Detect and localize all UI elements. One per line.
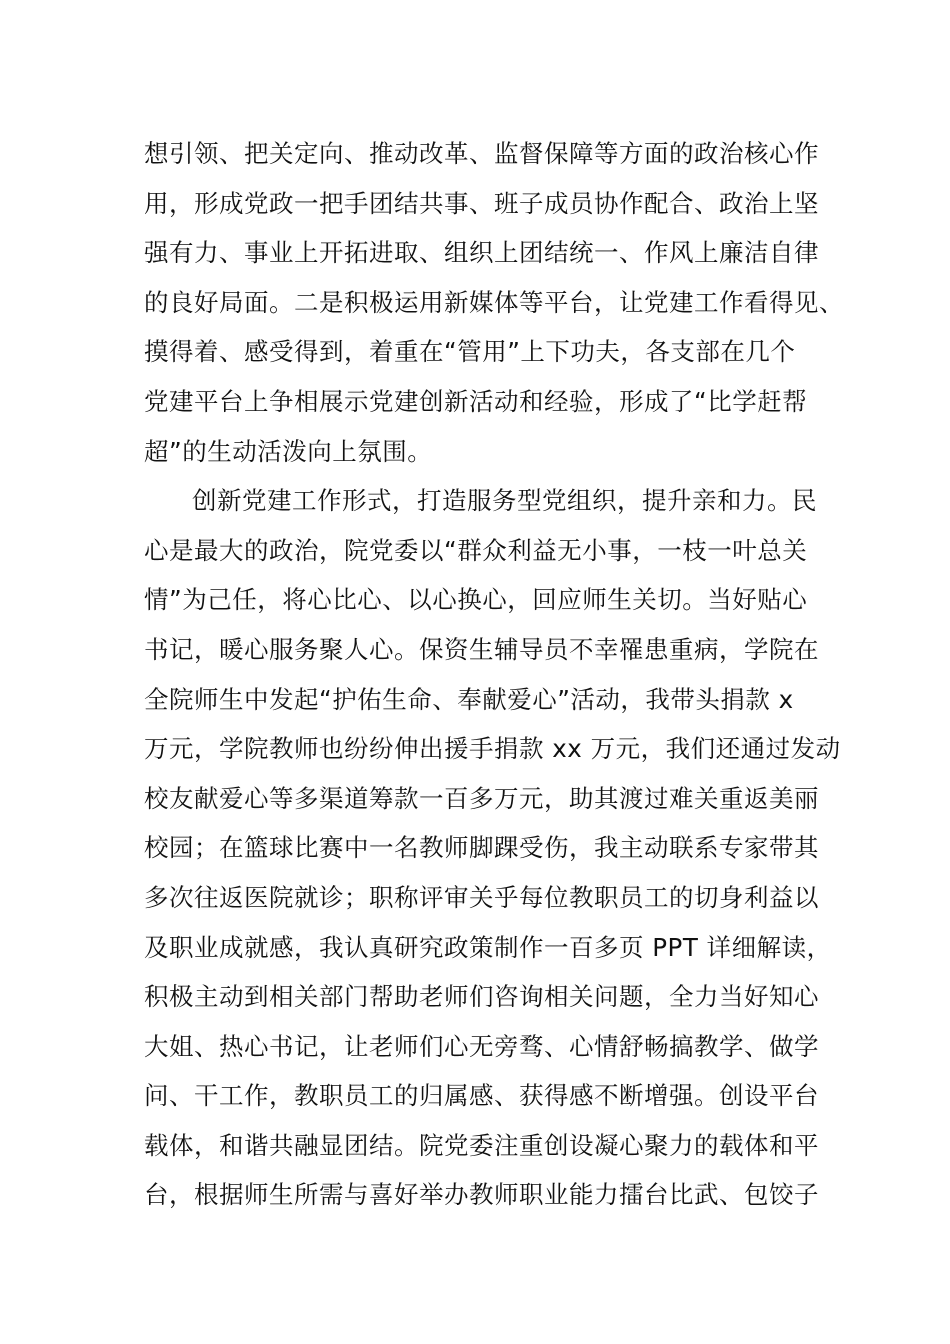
text-line: 强有力、事业上开拓进取、组织上团结统一、作风上廉洁自律 <box>144 238 819 268</box>
text-line: 心是最大的政治，院党委以“群众利益无小事，一枝一叶总关 <box>144 535 808 565</box>
text-line: 的良好局面。二是积极运用新媒体等平台，让党建工作看得见、 <box>144 287 844 317</box>
text-line: 党建平台上争相展示党建创新活动和经验，形成了“比学赶帮 <box>144 386 808 416</box>
text-line: 台，根据师生所需与喜好举办教师职业能力擂台比武、包饺子 <box>144 1180 819 1210</box>
text-line: 想引领、把关定向、推动改革、监督保障等方面的政治核心作 <box>144 139 819 168</box>
text-line: 全院师生中发起“护佑生命、奉献爱心”活动，我带头捐款 x <box>144 684 794 714</box>
text-line: 及职业成就感，我认真研究政策制作一百多页 PPT 详细解读， <box>144 932 832 962</box>
text-line: 用，形成党政一把手团结共事、班子成员协作配合、政治上坚 <box>144 188 819 218</box>
text-line: 摸得着、感受得到，着重在“管用”上下功夫，各支部在几个 <box>144 337 796 367</box>
text-line: 问、干工作，教职员工的归属感、获得感不断增强。创设平台 <box>144 1081 819 1111</box>
text-line: 万元，学院教师也纷纷伸出援手捐款 xx 万元，我们还通过发动 <box>144 734 841 764</box>
text-line: 情”为己任，将心比心、以心换心，回应师生关切。当好贴心 <box>144 585 808 615</box>
text-line: 校园；在篮球比赛中一名教师脚踝受伤，我主动联系专家带其 <box>144 833 819 863</box>
text-line: 超”的生动活泼向上氛围。 <box>144 436 433 466</box>
text-line: 校友献爱心等多渠道筹款一百多万元，助其渡过难关重返美丽 <box>144 783 819 813</box>
text-line: 载体，和谐共融显团结。院党委注重创设凝心聚力的载体和平 <box>144 1130 819 1160</box>
text-line: 书记，暖心服务聚人心。保资生辅导员不幸罹患重病，学院在 <box>144 634 819 664</box>
body-text <box>144 129 844 1220</box>
text-line: 大姐、热心书记，让老师们心无旁骛、心情舒畅搞教学、做学 <box>144 1031 819 1061</box>
text-line: 积极主动到相关部门帮助老师们咨询相关问题，全力当好知心 <box>144 982 819 1012</box>
paragraph-start-line: 创新党建工作形式，打造服务型党组织，提升亲和力。民 <box>192 486 817 516</box>
text-line: 多次往返医院就诊；职称评审关乎每位教职员工的切身利益以 <box>144 882 819 912</box>
